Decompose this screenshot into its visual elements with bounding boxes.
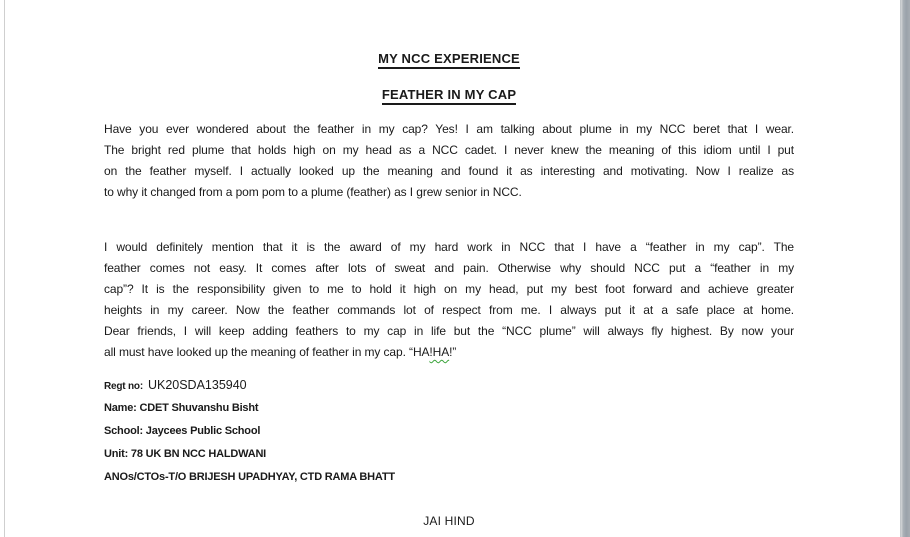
doc-subtitle-text: FEATHER IN MY CAP	[382, 87, 516, 105]
text-line: feather comes not easy. It comes after lots of sweat and pain. Otherwise why should NCC put a “feather in my	[104, 261, 794, 275]
text-line: to why it changed from a pom pom to a plume (feather) as I grew senior in NCC.	[104, 185, 522, 199]
name-line: Name: CDET Shuvanshu Bisht	[104, 402, 259, 414]
text-segment: !”	[449, 345, 457, 359]
text-line: I would definitely mention that it is the award of my hard work in NCC that I have a “feather in my cap”. The	[104, 240, 794, 254]
regt-no-label: Regt no:	[104, 381, 143, 392]
grammar-squiggle-text: !HA	[429, 345, 450, 359]
unit-line: Unit: 78 UK BN NCC HALDWANI	[104, 448, 267, 460]
page-left-edge	[4, 0, 5, 537]
text-line: Dear friends, I will keep adding feathers to my cap in life but the “NCC plume” will always fly highest. By now your	[104, 324, 794, 338]
text-line: heights in my career. Now the feather commands lot of respect from me. I always put it at a safe place at home.	[104, 303, 794, 317]
school-line: School: Jaycees Public School	[104, 425, 261, 437]
text-line-with-squiggle	[104, 342, 794, 363]
text-line: The bright red plume that holds high on my head as a NCC cadet. I never knew the meaning of this idiom until I put	[104, 143, 794, 157]
closing-salutation: JAI HIND	[423, 514, 475, 528]
doc-title-text: MY NCC EXPERIENCE	[378, 51, 520, 69]
anos-ctos-line: ANOs/CTOs-T/O BRIJESH UPADHYAY, CTD RAMA BHATT	[104, 471, 395, 483]
text-line: Have you ever wondered about the feather in my cap? Yes! I am talking about plume in my NCC beret that I wear.	[104, 122, 794, 136]
text-line: cap”? It is the responsibility given to me to hold it high on my head, put my best foot forward and achieve greater	[104, 282, 794, 296]
doc-title	[104, 51, 794, 69]
paragraph-2	[104, 237, 794, 363]
text-line: on the feather myself. I actually looked up the meaning and found it as interesting and motivating. Now I realize as	[104, 164, 794, 178]
regt-no-value: UK20SDA135940	[147, 378, 247, 392]
paragraph-1	[104, 119, 794, 203]
text-segment: all must have looked up the meaning of feather in my cap. “HA	[104, 345, 430, 359]
document-content	[104, 0, 794, 537]
cadet-details-block	[104, 374, 395, 489]
scrollbar[interactable]	[900, 0, 910, 537]
doc-subtitle	[104, 87, 794, 105]
regt-no-line	[104, 374, 395, 397]
